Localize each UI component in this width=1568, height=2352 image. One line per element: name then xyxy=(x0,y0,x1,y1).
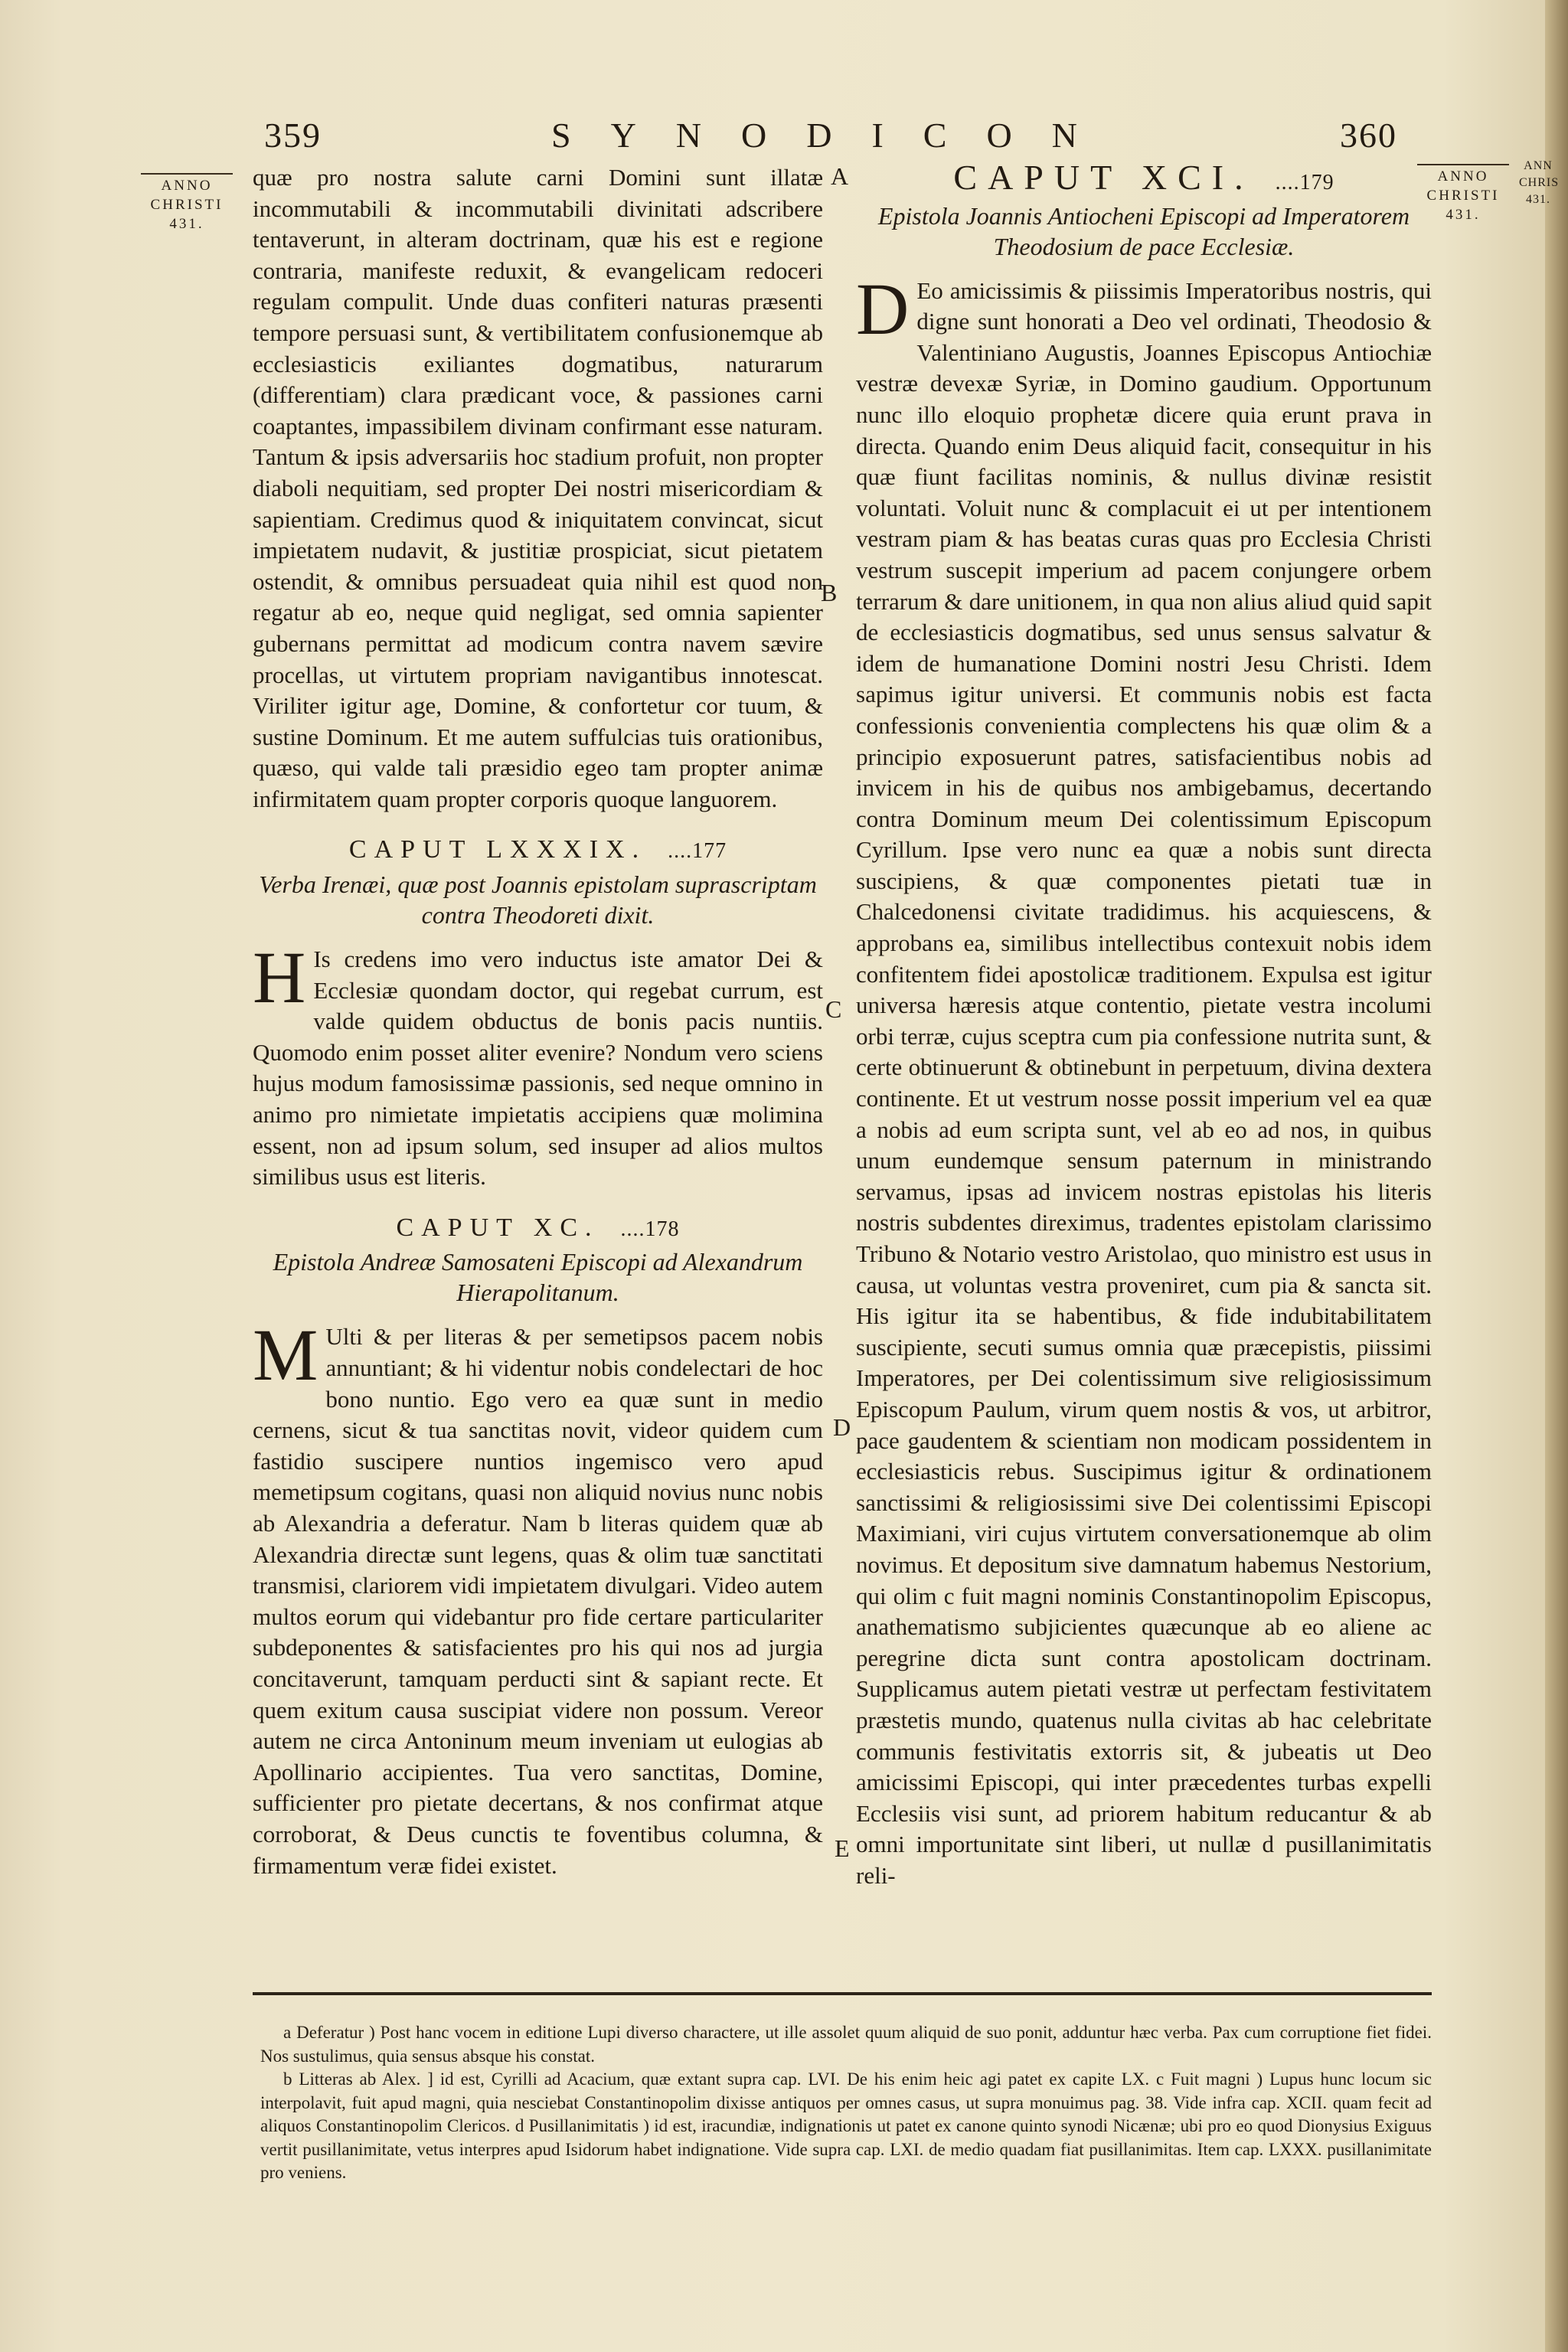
margin-anno-label: ANN xyxy=(1524,159,1553,172)
section-marker-d: D xyxy=(833,1413,851,1441)
footnote-b-c-d: b Litteras ab Alex. ] id est, Cyrilli ad Acacium, quæ extant supra cap. LVI. De his enim heic agi patet ex capite LX. c Fuit magni ) Lupus hunc locum sic interpolavit, fuit apud magni, quia nesciebat Constantinopolim dixisse antiquos per omnes casus, ut supra monuimus pag. 38. Vide infra cap. XCII. quam fecit ad aliquos Constantinopolim Clericos. d Pusillanimitatis ) id est, iracundiæ, indignationis ut patet ex canone quinto synodi Nicænæ; ubi pro eo quod Dionysius Exiguus vertit pusillanimitate, vetus interpres apud Isidorum habet indignatione. Vide supra cap. LXI. de medio quadam fiat pusillanimitas. Item cap. LXXX. pusillanimitate pro veniens. xyxy=(260,2069,1432,2182)
section-marker-e: E xyxy=(835,1834,850,1862)
chapter-reference: ....177 xyxy=(668,839,727,864)
margin-christi-label: CHRIS xyxy=(1519,176,1560,189)
continuation-paragraph: quæ pro nostra salute carni Domini sunt illatæ incommutabili & incommutabili divinitati adscribere tentaverunt, in alteram doctrinam, quæ his est e regione contraria, manifeste reduxit, & evangelicam redoceri regulam compulit. Unde duas confiteri naturas præsenti tempore persuasi sunt, & vertibilitatem confusionemque ab ecclesiasticis exiliantes dogmatibus, naturarum (differentiam) clara prædicant voce, & passiones carni coaptantes, impassibilem divinam confirmant esse naturam. Tantum & ipsis adversariis hoc stadium profuit, non propter diaboli nequitiam, sed propter Dei nostri misericordiam & sapientiam. Credimus quod & iniquitatem convincat, sicut impietatem nudavit, & justitiæ prospiciat, sicut pietatem ostendit, & omnibus persuadeat quia nihil est quod non regatur ab eo, neque quid negligat, sed omnia sapienter gubernans permittat ad modicum contra navem sævire procellas, ut virtutem propriam navigantibus innotescat. Viriliter igitur age, Domine, & confortetur cor tuum, & sustine Dominum. Et me autem suffulcias tuis orationibus, quæso, qui valde tali præsidio egeo tam propter animæ infirmitatem quam propter corporis quoque languorem. xyxy=(253,164,823,812)
chapter-reference: ....178 xyxy=(620,1217,680,1241)
margin-anno-label: ANNO xyxy=(161,178,213,194)
margin-year-note-left xyxy=(136,173,237,234)
chapter-title-89: Verba Irenæi, quæ post Joannis epistolam suprascriptam contra Theodoreti dixit. xyxy=(259,871,817,929)
chapter-title-91: Epistola Joannis Antiocheni Episcopi ad Imperatorem Theodosium de pace Ecclesiæ. xyxy=(877,201,1410,260)
margin-year-note-facing-page xyxy=(1519,158,1560,208)
drop-cap: H xyxy=(253,936,306,1019)
page-number-left: 359 xyxy=(264,116,322,155)
drop-cap: D xyxy=(856,267,910,350)
margin-year: 431. xyxy=(169,216,204,232)
chapter-body-89 xyxy=(253,936,823,1193)
right-text-column xyxy=(856,158,1432,1891)
chapter-text: Ulti & per literas & per semetipsos pacem nobis annuntiant; & hi videntur nobis condelectari de hoc bono nuntio. Ego vero ea quæ sunt in medio cernens, sicut & tua sanctitas novit, videor quidem cum fastidio suscipere nuntios ingemisco vero apud memetipsum cogitans, quasi non aliquid novius nunc nobis ab Alexandria a deferatur. Nam b literas quidem quæ ab Alexandria directæ sunt legens, quas & olim tuæ sanctitati transmisi, clariorem vidi impietatem divulgari. Video autem multos eorum qui videbantur pro fide certare particulariter subdeponentes & satisfacientes pro his qui nos ad jurgia concitaverunt, tamquam perducti sint & sapiant recte. Et quem exitum causa suscipiat videre non possum. Vereor autem ne circa Antoninum meum inveniam ut eulogias ab Apollinario accipientes. Tua vero sanctitas, Domine, sufficienter pro pietate decertans, & nos confirmat atque corroborat, & Deus cunctis te foventibus columna, & firmamentum veræ fidei existet. xyxy=(253,1323,823,1879)
chapter-text: Eo amicissimis & piissimis Imperatoribus nostris, qui digne sunt honorati a Deo vel ordinati, Theodosio & Valentiniano Augustis, Joannes Episcopus Antiochiæ vestræ devexæ Syriæ, in Domino gaudium. Opportunum nunc illo eloquio prophetæ dicere quia erunt prava in directa. Quando enim Deus aliquid facit, consequitur in his quæ fiunt facilitas nominis, & nullus divinæ resistit voluntati. Voluit nunc & complacuit ei ut per intentionem vestram piam & has beatas curas quas pro Ecclesia Christi vestrum suscepit imperium ad pacem conjungere orbem terrarum & dare unitionem, in qua non alius aliud quid sapit de ecclesiasticis dogmatibus, sed unus sensus salvatur & idem de humanatione Domini nostri Jesu Christi. Idem sapimus igitur universi. Et communis nobis est facta confessionis convenientia complectens his quæ olim & a principio exposuerunt patres, satisfacientibus nobis ad invicem in his de quibus nos ambigebamus, decertando contra Dominum meum Dei colentissimum Episcopum Cyrillum. Ipse vero nunc ea quæ a nobis sunt directa suscipiens, & quæ componentes pietati tuæ in Chalcedonensi civitate tradidimus. his acquiescens, & approbans ea, similibus intellectibus contexuit nobis idem confitentem fidei apostolicæ traditionem. Expulsa est igitur universa hæresis atque contentio, pietate vestra incolumi orbi terræ, cujus sceptra cum pia confessione nutrita sunt, & certe obtinuerunt & obtinebunt in perpetuum, divina dextera continente. Et ut vestrum nosse possit imperium vel ea quæ a nobis ad eum scripta sunt, vel ab eo ad nos, in quibus unum eundemque sensum paternum in ministrando servamus, ipsas ad invicem nostras epistolas his literis nostris subdentes direximus, tradentes epistolam clarissimo Tribuno & Notario vestro Aristolao, quo ministro est usus in causa, ut voluntas vestra proveniret, cum pia & sancta sit. His igitur ita se habentibus, & fide indubitabilitatem suscipiente, secuti sumus omnia quæ præcepistis, piissimi Imperatores, per Dei colentissimum sive religiosissimum Episcopum Paulum, virum quem nostis & vos, ut arbitror, pace gaudentem & scientiam non modicam possidentem in ecclesiasticis rebus. Suscipimus igitur & ordinationem sanctissimi & religiosissimi sive Dei colentissimi Episcopi Maximiani, viri cujus virtutem conversationemque ab olim novimus. Et depositum sive damnatum habemus Nestorium, qui olim c fuit magni nominis Constantinopolim Episcopus, anathematismo subjicientes quæcunque ab eo aliene ac peregrine dicta sunt contra apostolicam doctrinam. Supplicamus autem pietati vestræ ut perfectam festivitatem præstetis mundo, quatenus nulla civitas ab hac celebritate communis festivitatis extorris sit, & jubeatis ut Deo amicissimi Episcopi, qui inter præcedentes turbas expelli Ecclesiis visi sunt, ad priorem habitum reducantur & ab omni importunitate sint liberi, ut nullæ d pusillanimitatis reli- xyxy=(856,276,1432,1889)
margin-rule xyxy=(141,173,233,175)
footnote-a: a Deferatur ) Post hanc vocem in editione Lupi diverso charactere, ut ille assolet quum aliquid de suo ponit, adduntur hæc verba. Pax cum corruptione fiet fidei. Nos sustulimus, quia sensus absque his constat. xyxy=(260,2023,1432,2066)
chapter-body-91 xyxy=(856,267,1432,1892)
chapter-heading-89 xyxy=(253,835,823,867)
chapter-reference: ....179 xyxy=(1275,171,1334,194)
chapter-body-90 xyxy=(253,1314,823,1881)
running-title: SYNODICON xyxy=(551,116,1117,155)
margin-year: 431. xyxy=(1446,207,1481,223)
chapter-heading-90 xyxy=(253,1213,823,1246)
chapter-number: CAPUT XC. xyxy=(396,1213,599,1242)
footnotes xyxy=(260,2021,1432,2185)
section-marker-c: C xyxy=(825,995,842,1023)
margin-anno-label: ANNO xyxy=(1437,168,1489,185)
drop-cap: M xyxy=(253,1314,318,1396)
chapter-title-90: Epistola Andreæ Samosateni Episcopi ad Alexandrum Hierapolitanum. xyxy=(273,1248,803,1307)
section-marker-b: B xyxy=(821,579,838,606)
chapter-text: Is credens imo vero inductus iste amator Dei & Ecclesiæ quondam doctor, qui regebat currum, est valde quidem obductus de bonis pacis nuntiis. Quomodo enim posset aliter evenire? Nondum vero sciens hujus modum famosissimæ passionis, sed neque omnino in animo pro nimietate impietatis accipiens quæ molimina essent, non ad ipsum solum, sed insuper ad alios multos similibus usus est literis. xyxy=(253,946,823,1191)
margin-christi-label: CHRISTI xyxy=(1426,188,1500,204)
chapter-number: CAPUT XCI. xyxy=(953,158,1254,197)
margin-year: 431. xyxy=(1526,193,1550,206)
left-text-column xyxy=(253,162,823,1881)
section-marker-a: A xyxy=(831,162,849,190)
chapter-heading-91 xyxy=(856,158,1432,199)
margin-christi-label: CHRISTI xyxy=(150,197,224,213)
page-number-right: 360 xyxy=(1340,116,1397,155)
chapter-number: CAPUT LXXXIX. xyxy=(348,835,647,864)
book-spine-edge xyxy=(1545,0,1568,2352)
footnote-divider xyxy=(253,1992,1432,1995)
